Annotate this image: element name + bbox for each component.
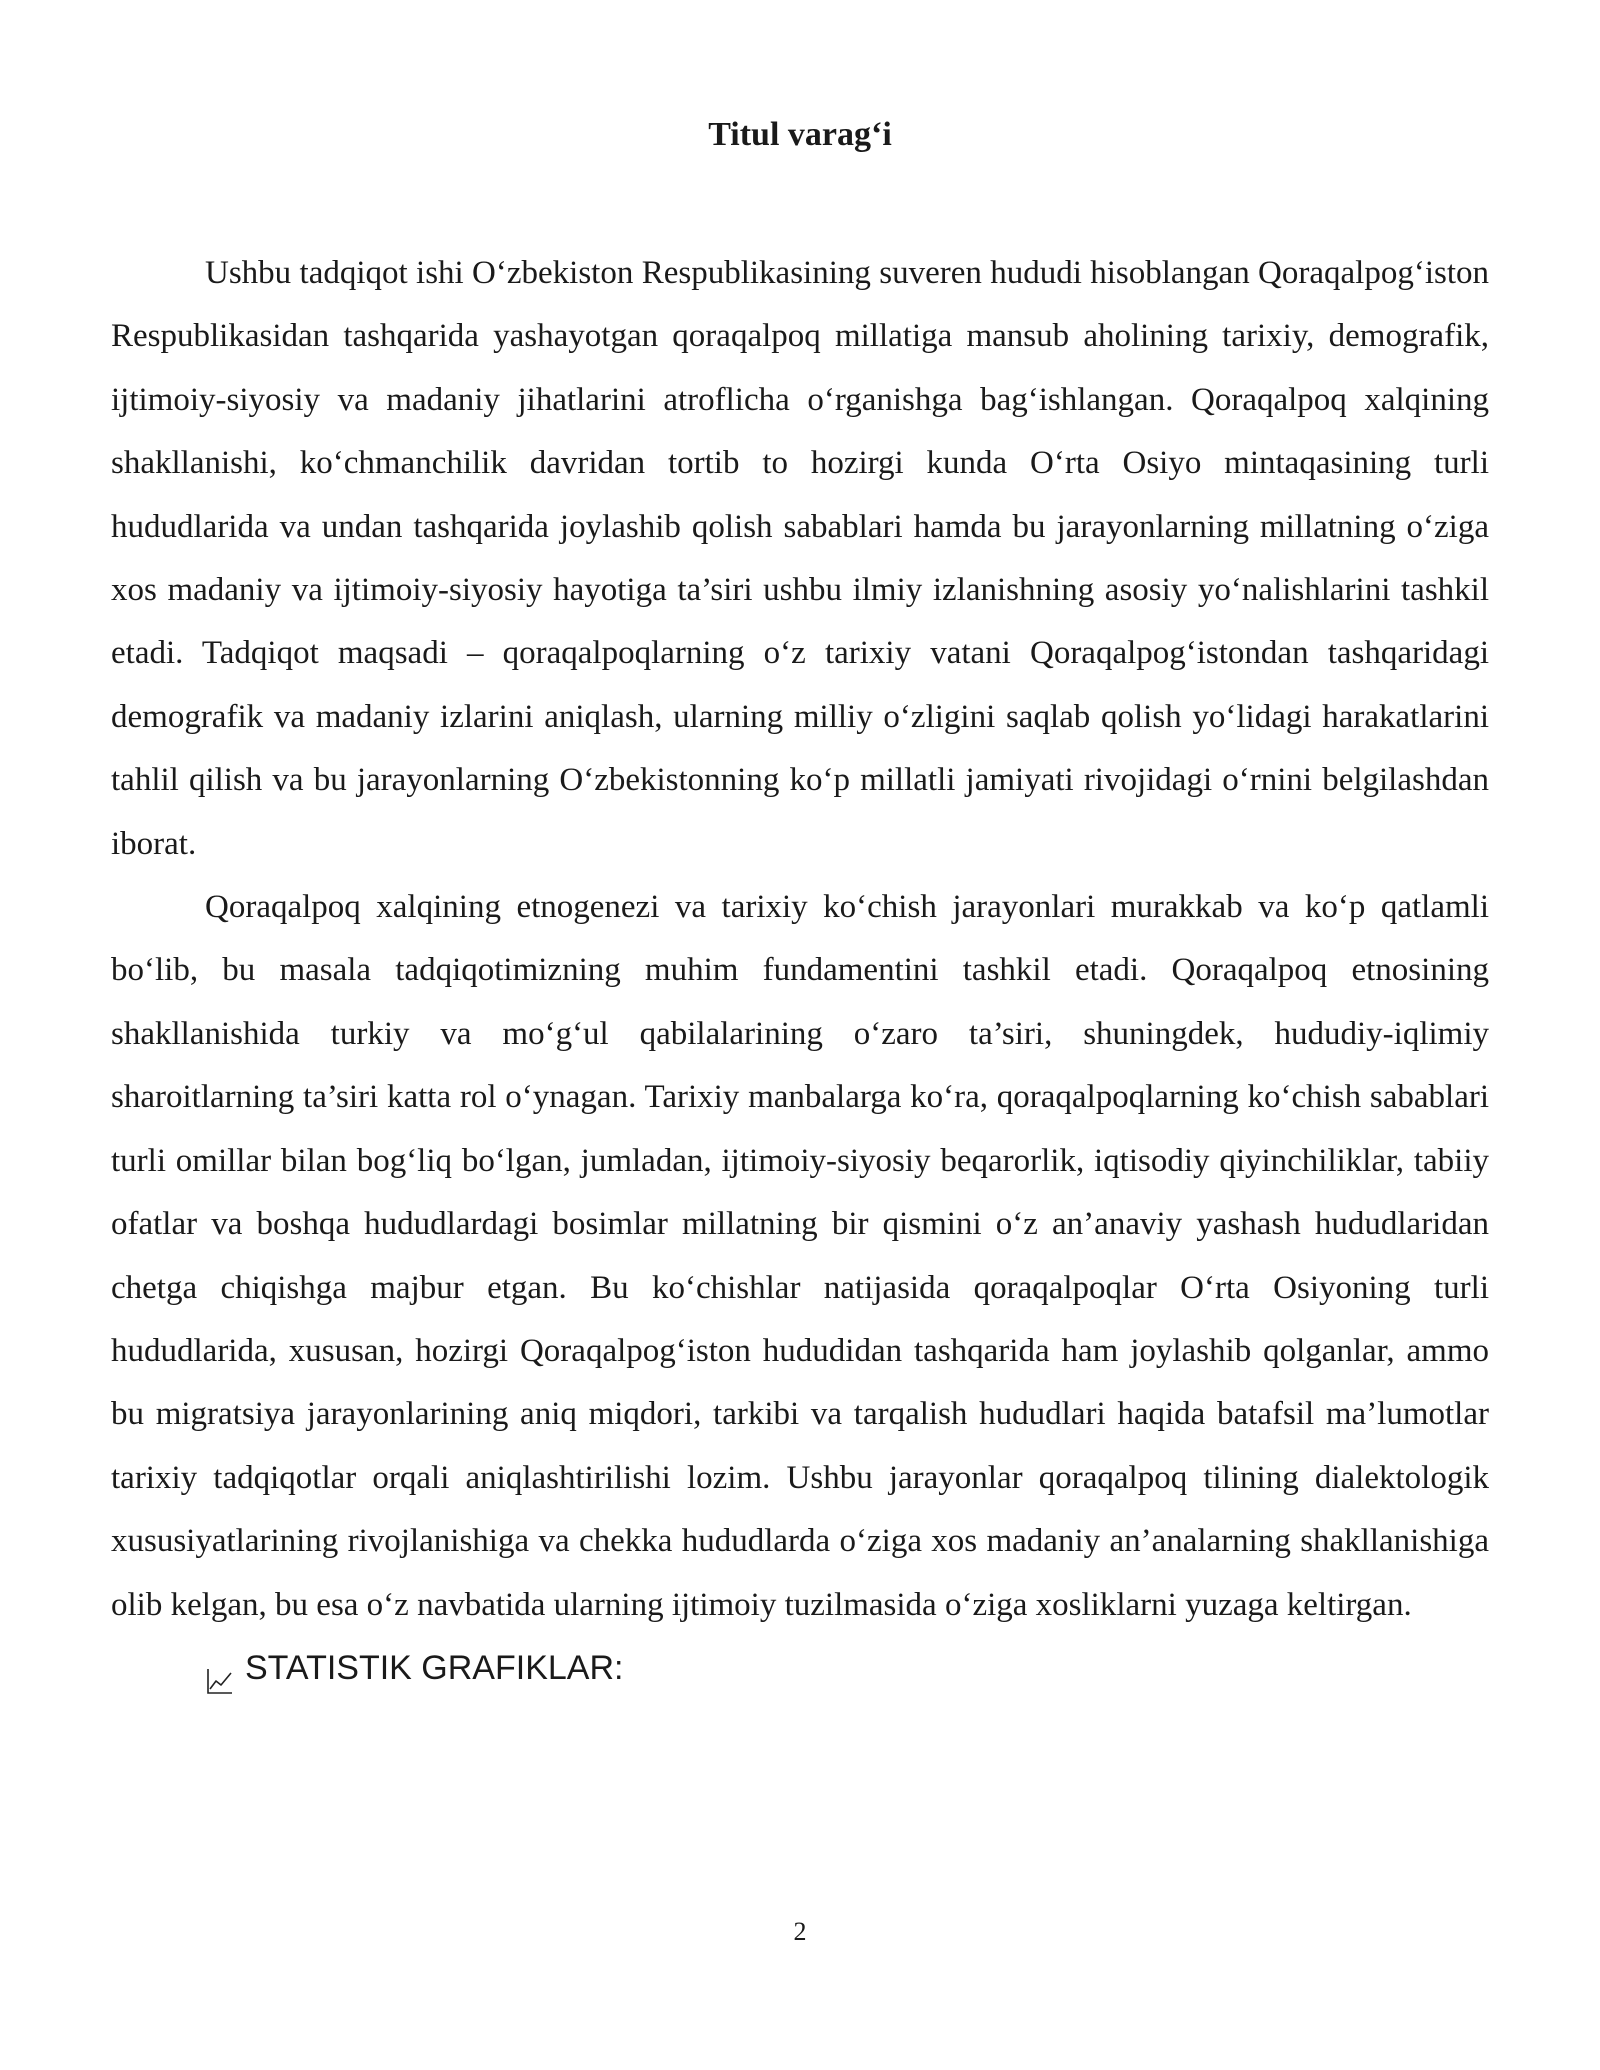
page-number: 2 [793,1917,807,1946]
page-title: Titul varag‘i [708,116,892,153]
statistics-graphs-label: STATISTIK GRAFIKLAR: [245,1648,624,1687]
body-text [111,242,1489,1700]
paragraph-1: Ushbu tadqiqot ishi O‘zbekiston Respublikasining suveren hududi hisoblangan Qoraqalpog‘iston Respublikasidan tashqarida yashayotgan qoraqalpoq millatiga mansub aholining tarixiy, demografik, ijtimoiy-siyosiy va madaniy jihatlarini atroflicha o‘rganishga bag‘ishlangan. Qoraqalpoq xalqining shakllanishi, ko‘chmanchilik davridan tortib to hozirgi kunda O‘rta Osiyo mintaqasining turli hududlarida va undan tashqarida joylashib qolish sabablari hamda bu jarayonlarning millatning o‘ziga xos madaniy va ijtimoiy-siyosiy hayotiga ta’siri ushbu ilmiy izlanishning asosiy yo‘nalishlarini tashkil etadi. Tadqiqot maqsadi – qoraqalpoqlarning o‘z tarixiy vatani Qoraqalpog‘istondan tashqaridagi demografik va madaniy izlarini aniqlash, ularning milliy o‘zligini saqlab qolish yo‘lidagi harakatlarini tahlil qilish va bu jarayonlarning O‘zbekistonning ko‘p millatli jamiyati rivojidagi o‘rnini belgilashdan iborat. [111,255,1489,862]
chart-increasing-icon [205,1654,235,1684]
paragraph-2: Qoraqalpoq xalqining etnogenezi va tarixiy ko‘chish jarayonlari murakkab va ko‘p qatlamli bo‘lib, bu masala tadqiqotimizning muhim fundamentini tashkil etadi. Qoraqalpoq etnosining shakllanishida turkiy va mo‘g‘ul qabilalarining o‘zaro ta’siri, shuningdek, hududiy-iqlimiy sharoitlarning ta’siri katta rol o‘ynagan. Tarixiy manbalarga ko‘ra, qoraqalpoqlarning ko‘chish sabablari turli omillar bilan bog‘liq bo‘lgan, jumladan, ijtimoiy-siyosiy beqarorlik, iqtisodiy qiyinchiliklar, tabiiy ofatlar va boshqa hududlardagi bosimlar millatning bir qismini o‘z an’anaviy yashash hududlaridan chetga chiqishga majbur etgan. Bu ko‘chishlar natijasida qoraqalpoqlar O‘rta Osiyoning turli hududlarida, xususan, hozirgi Qoraqalpog‘iston hududidan tashqarida ham joylashib qolganlar, ammo bu migratsiya jarayonlarining aniq miqdori, tarkibi va tarqalish hududlari haqida batafsil ma’lumotlar tarixiy tadqiqotlar orqali aniqlashtirilishi lozim. Ushbu jarayonlar qoraqalpoq tilining dialektologik xususiyatlarining rivojlanishiga va chekka hududlarda o‘ziga xos madaniy an’analarning shakllanishiga olib kelgan, bu esa o‘z navbatida ularning ijtimoiy tuzilmasida o‘ziga xosliklarni yuzaga keltirgan. [111,889,1489,1623]
statistics-graphs-heading [111,1637,1489,1700]
